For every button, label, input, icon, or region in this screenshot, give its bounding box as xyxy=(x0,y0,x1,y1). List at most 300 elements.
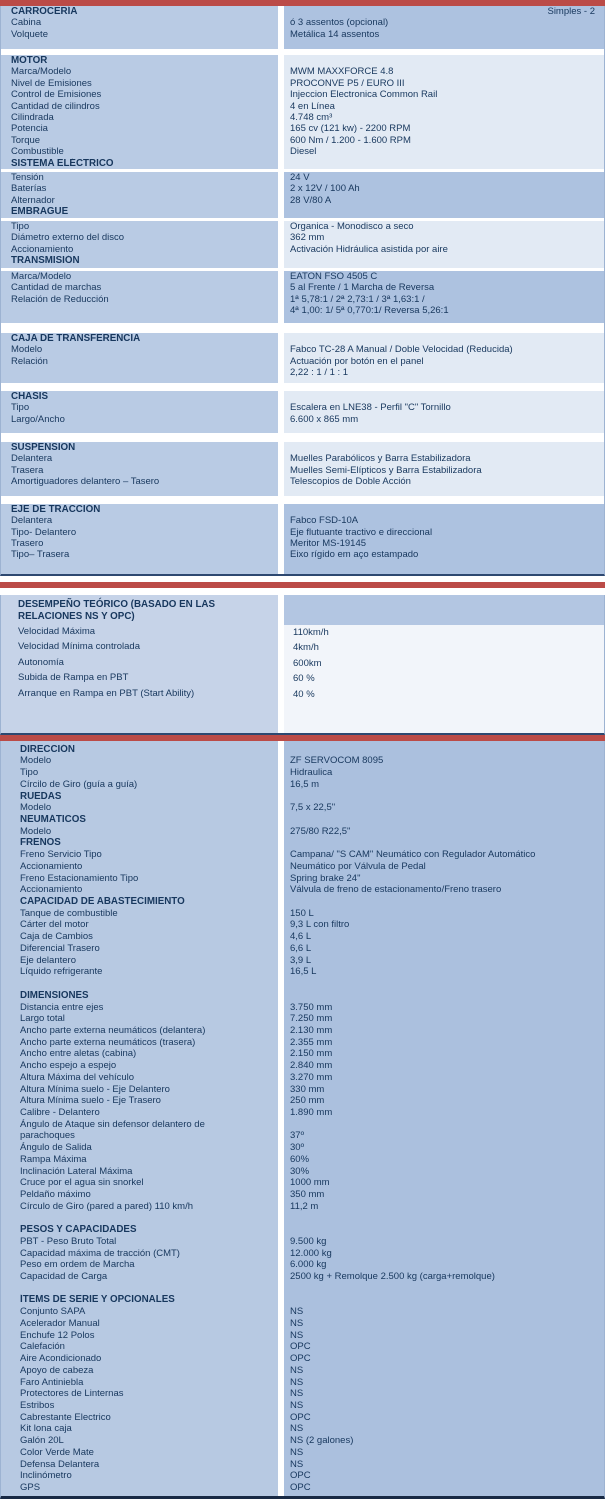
spec-label: Accionamiento xyxy=(11,243,74,255)
section-motor xyxy=(1,55,604,169)
spec-row xyxy=(1,453,604,464)
spec-label: Inclinación Lateral Máxima xyxy=(20,1165,133,1177)
section-electrico xyxy=(1,172,604,218)
spec-label: Galón 20L xyxy=(20,1435,64,1447)
spec-value: Neumático por Válvula de Pedal xyxy=(290,860,426,872)
spec-row xyxy=(1,955,604,967)
spec-row xyxy=(1,112,604,123)
spec-row xyxy=(1,244,604,255)
spec-value xyxy=(284,504,604,515)
spec-value: Eixo rígido em aço estampado xyxy=(290,549,419,561)
spec-label: CAJA DE TRANSFERENCIA xyxy=(11,332,141,344)
spec-row xyxy=(1,476,604,487)
spec-row xyxy=(1,1048,604,1060)
blank-row xyxy=(1,1212,604,1224)
spec-label: Protectores de Linternas xyxy=(20,1388,124,1400)
spec-label: ÍTEMS DE SERIE Y OPCIONALES xyxy=(20,1294,175,1306)
spec-row xyxy=(1,1447,604,1459)
spec-value: NS xyxy=(290,1458,304,1470)
spec-row xyxy=(1,549,604,560)
spec-value: Diesel xyxy=(290,146,317,158)
spec-label: Altura Máxima del vehículo xyxy=(20,1071,135,1083)
spec-value: 3.270 mm xyxy=(290,1071,333,1083)
spec-label: Control de Emisiones xyxy=(11,89,102,101)
spec-label: Kit lona caja xyxy=(20,1423,72,1435)
spec-label xyxy=(1,1283,278,1295)
spec-label: Largo total xyxy=(20,1013,65,1025)
spec-value: Muelles Parabólicos y Barra Estabilizadora xyxy=(290,453,471,465)
spec-row xyxy=(1,1400,604,1412)
spec-label: Defensa Delantera xyxy=(20,1458,100,1470)
spec-label: Diferencial Trasero xyxy=(20,942,100,954)
spec-value: 6.600 x 865 mm xyxy=(290,413,359,425)
spec-value: 9,3 L con filtro xyxy=(290,919,350,931)
spec-row xyxy=(1,755,604,767)
section-header: DESEMPEÑO TEÓRICO (BASADO EN LAS RELACIONES NS Y OPC) xyxy=(18,598,216,623)
spec-label: Cantidad de marchas xyxy=(11,282,102,294)
spec-row xyxy=(1,1318,604,1330)
spec-value xyxy=(284,978,604,990)
spec-row xyxy=(1,671,604,687)
spec-row xyxy=(1,1377,604,1389)
spec-label: Velocidad Mínima controlada xyxy=(18,641,140,653)
spec-value: 30º xyxy=(290,1142,305,1154)
spec-row xyxy=(1,1119,604,1142)
spec-value: 600km xyxy=(293,657,322,669)
spec-label: EJE DE TRACCIÓN xyxy=(11,503,101,515)
spec-value: OPC xyxy=(290,1481,311,1493)
spec-label: Trasera xyxy=(11,464,44,476)
spec-value: Injeccion Electronica Common Rail xyxy=(290,89,438,101)
blank-row xyxy=(1,978,604,990)
spec-row xyxy=(1,1259,604,1271)
spec-label: Cilindrada xyxy=(11,112,54,124)
spec-label xyxy=(1,1212,278,1224)
spec-row xyxy=(1,1013,604,1025)
spec-value: 24 V xyxy=(290,172,310,184)
spec-row xyxy=(1,232,604,243)
spec-row xyxy=(1,779,604,791)
spec-row xyxy=(1,282,604,293)
spec-value: Actuación por botón en el panel xyxy=(290,355,424,367)
spec-label: FRENOS xyxy=(20,837,61,849)
spec-value: Organica - Monodisco a seco xyxy=(290,220,414,232)
spec-value: 2 x 12V / 100 Ah xyxy=(290,183,360,195)
spec-label: Accionamiento xyxy=(20,860,83,872)
spec-label: Accionamiento xyxy=(20,884,83,896)
spec-label: Diámetro externo del disco xyxy=(11,232,124,244)
spec-row xyxy=(1,538,604,549)
spec-value: EATON FSO 4505 C xyxy=(290,270,378,282)
spec-row xyxy=(1,1470,604,1482)
spec-row xyxy=(1,1459,604,1471)
spec-value: 2.355 mm xyxy=(290,1036,333,1048)
spec-label: Ancho entre aletas (cabina) xyxy=(20,1048,137,1060)
spec-value: 4km/h xyxy=(293,642,319,654)
spec-value: 1000 mm xyxy=(290,1177,330,1189)
spec-value: 6,6 L xyxy=(290,942,312,954)
spec-label: Ancho parte externa neumáticos (trasera) xyxy=(20,1036,196,1048)
spec-row xyxy=(1,1341,604,1353)
spec-table-main xyxy=(0,6,605,576)
spec-label: Faro Antiniebla xyxy=(20,1376,84,1388)
spec-label: Distancia entre ejes xyxy=(20,1001,104,1013)
spec-value: NS (2 galones) xyxy=(290,1435,354,1447)
spec-label: Calibre - Delantero xyxy=(20,1106,100,1118)
spec-row xyxy=(1,356,604,367)
spec-row xyxy=(1,1084,604,1096)
spec-value: NS xyxy=(290,1317,304,1329)
spec-row xyxy=(1,1025,604,1037)
section-header-row xyxy=(1,791,604,803)
spec-value: Fabco FSD-10A xyxy=(290,515,359,527)
spec-value: 1.890 mm xyxy=(290,1106,333,1118)
spec-row xyxy=(1,146,604,157)
spec-row xyxy=(1,527,604,538)
spec-label: Ángulo de Ataque sin defensor delantero de parachoques xyxy=(20,1118,205,1142)
spec-label: DIMENSIONES xyxy=(20,989,89,1001)
spec-label: Tanque de combustible xyxy=(20,907,118,919)
spec-label: Tipo xyxy=(11,402,30,414)
section-header-row xyxy=(1,206,604,217)
spec-value: 2,22 : 1 / 1 : 1 xyxy=(290,366,349,378)
spec-value xyxy=(284,1294,604,1306)
spec-row xyxy=(1,414,604,425)
spec-value: Muelles Semi-Elípticos y Barra Estabilizadora xyxy=(290,464,482,476)
spec-label: Tensión xyxy=(11,172,44,184)
spec-value: 3,9 L xyxy=(290,954,312,966)
spec-label: Color Verde Mate xyxy=(20,1446,94,1458)
spec-label: Freno Servicio Tipo xyxy=(20,849,102,861)
spec-value xyxy=(284,391,604,402)
spec-value: NS xyxy=(290,1399,304,1411)
spec-value xyxy=(284,1212,604,1224)
spec-label: MOTOR xyxy=(11,55,48,66)
spec-row xyxy=(1,1412,604,1424)
spec-row xyxy=(1,966,604,978)
spec-label: Subida de Rampa en PBT xyxy=(18,672,129,684)
spec-value: 11,2 m xyxy=(290,1200,319,1212)
spec-row xyxy=(1,29,604,40)
spec-value: OPC xyxy=(290,1411,311,1423)
spec-label: Inclinómetro xyxy=(20,1470,72,1482)
spec-value: Simples - 2 xyxy=(547,6,595,17)
spec-value: OPC xyxy=(290,1353,311,1365)
spec-value: 350 mm xyxy=(290,1189,325,1200)
spec-value: NS xyxy=(290,1306,304,1318)
spec-label: GPS xyxy=(20,1481,41,1493)
spec-row xyxy=(1,135,604,146)
section-header-row xyxy=(1,55,604,66)
spec-label: Autonomía xyxy=(18,656,64,668)
spec-value: MWM MAXXFORCE 4.8 xyxy=(290,66,394,78)
spec-value xyxy=(284,837,604,849)
spec-value: 165 cv (121 kw) - 2200 RPM xyxy=(290,123,411,135)
spec-label: Cabrestante Electrico xyxy=(20,1411,111,1423)
spec-value xyxy=(284,814,604,826)
spec-row xyxy=(1,1142,604,1154)
spec-value: PROCONVE P5 / EURO III xyxy=(290,77,405,89)
spec-row xyxy=(1,123,604,134)
spec-label: Volquete xyxy=(11,28,48,40)
spec-row xyxy=(1,849,604,861)
section-header-row xyxy=(1,896,604,908)
section-header-row xyxy=(1,744,604,756)
spec-value: NS xyxy=(290,1376,304,1388)
spec-label: Aire Acondicionado xyxy=(20,1353,102,1365)
spec-row xyxy=(1,1072,604,1084)
spec-label: Altura Mínima suelo - Eje Delantero xyxy=(20,1083,170,1095)
spec-row xyxy=(1,465,604,476)
spec-label: Cruce por el agua sin snorkel xyxy=(20,1177,144,1189)
spec-label: Marca/Modelo xyxy=(11,270,72,282)
spec-label: Freno Estacionamiento Tipo xyxy=(20,872,139,884)
spec-row xyxy=(1,1365,604,1377)
section-header-row xyxy=(1,837,604,849)
spec-value: OPC xyxy=(290,1470,311,1482)
spec-label: Tipo xyxy=(11,220,30,232)
spec-label: Modelo xyxy=(20,825,52,837)
spec-label: Ángulo de Salida xyxy=(20,1142,92,1154)
spec-value: 1ª 5,78:1 / 2ª 2,73:1 / 3ª 1,63:1 / xyxy=(290,293,425,305)
spec-value xyxy=(284,55,604,66)
spec-value: NS xyxy=(290,1423,304,1435)
spec-label: Potencia xyxy=(11,123,48,135)
spec-value xyxy=(284,744,604,756)
spec-label: SISTEMA ELÉCTRICO xyxy=(11,157,114,169)
spec-value: 110km/h xyxy=(293,626,329,638)
spec-label: Caja de Cambios xyxy=(20,931,93,943)
section-header-row xyxy=(1,814,604,826)
spec-value: Activación Hidráulica asistida por aire xyxy=(290,243,448,255)
spec-label: CAPACIDAD DE ABASTECIMIENTO xyxy=(20,896,185,908)
spec-value xyxy=(284,158,604,169)
spec-value xyxy=(284,1224,604,1236)
spec-row xyxy=(1,101,604,112)
spec-row xyxy=(1,294,604,305)
spec-value: NS xyxy=(290,1364,304,1376)
spec-value: NS xyxy=(290,1388,304,1400)
spec-value: Meritor MS-19145 xyxy=(290,537,367,549)
spec-row xyxy=(1,802,604,814)
section-eje xyxy=(1,504,604,574)
spec-value: 40 % xyxy=(293,688,315,700)
spec-row xyxy=(1,767,604,779)
spec-value xyxy=(284,990,604,1002)
spec-row xyxy=(1,221,604,232)
section-header-row xyxy=(1,6,604,17)
spec-value: 28 V/80 A xyxy=(290,194,332,206)
performance-rows xyxy=(1,625,604,733)
spec-label: CHASIS xyxy=(11,390,49,402)
spec-row xyxy=(1,1060,604,1072)
spec-label: Modelo xyxy=(11,344,43,356)
spec-label: Modelo xyxy=(20,802,52,814)
spec-row xyxy=(1,687,604,703)
section-header-row xyxy=(1,255,604,266)
blank-row xyxy=(1,1283,604,1295)
spec-row xyxy=(1,826,604,838)
spec-row xyxy=(1,884,604,896)
spec-value: Campana/ "S CAM" Neumático con Regulador Automático xyxy=(290,849,536,861)
spec-row xyxy=(1,1353,604,1365)
spec-row xyxy=(1,1435,604,1447)
spec-value: OPC xyxy=(290,1341,311,1353)
spec-label xyxy=(1,367,278,378)
spec-value xyxy=(284,333,604,344)
spec-value: 5 al Frente / 1 Marcha de Reversa xyxy=(290,282,435,294)
section-embrague xyxy=(1,221,604,268)
spec-value: NS xyxy=(290,1329,304,1341)
spec-row xyxy=(1,943,604,955)
section-header-row xyxy=(1,504,604,515)
spec-label: Enchufe 12 Polos xyxy=(20,1329,95,1341)
spec-label: Velocidad Máxima xyxy=(18,625,96,637)
spec-row xyxy=(1,172,604,183)
spec-value xyxy=(284,896,604,908)
spec-label: Acelerador Manual xyxy=(20,1317,100,1329)
spec-row xyxy=(1,195,604,206)
spec-value: NS xyxy=(290,1446,304,1458)
spec-label: Rampa Máxima xyxy=(20,1153,87,1165)
spec-label: Capacidad de Carga xyxy=(20,1271,108,1283)
section-transferencia xyxy=(1,333,604,383)
spec-label: Conjunto SAPA xyxy=(20,1306,86,1318)
section-suspension xyxy=(1,442,604,496)
spec-label: NEUMÁTICOS xyxy=(20,814,86,825)
spec-value: 330 mm xyxy=(290,1083,325,1095)
spec-value: 2.840 mm xyxy=(290,1060,333,1072)
spec-label: Estribos xyxy=(20,1399,55,1411)
spec-row xyxy=(1,271,604,282)
spec-label: Peso em ordem de Marcha xyxy=(20,1259,135,1271)
spec-value: Metálica 14 assentos xyxy=(290,28,380,40)
spec-value: 2500 kg + Remolque 2.500 kg (carga+remolque) xyxy=(290,1271,495,1283)
spec-row xyxy=(1,1154,604,1166)
section-transmision xyxy=(1,271,604,323)
spec-label: Alternador xyxy=(11,194,55,206)
spec-label: TRANSMISIÓN xyxy=(11,254,80,266)
spec-row xyxy=(1,183,604,194)
spec-value: 60% xyxy=(290,1153,310,1165)
section-header-row xyxy=(1,1224,604,1236)
spec-label: Delantera xyxy=(11,515,53,527)
spec-value: 4ª 1,00: 1/ 5ª 0,770:1/ Reversa 5,26:1 xyxy=(290,304,449,316)
spec-value: 250 mm xyxy=(290,1095,325,1107)
spec-label: PBT - Peso Bruto Total xyxy=(20,1235,117,1247)
spec-label: Líquido refrigerante xyxy=(20,966,103,978)
spec-value: 16,5 L xyxy=(290,966,317,978)
spec-label: Eje delantero xyxy=(20,954,76,966)
spec-row xyxy=(1,1095,604,1107)
spec-row xyxy=(1,89,604,100)
spec-label: Calefación xyxy=(20,1341,65,1353)
spec-value: 2.150 mm xyxy=(290,1048,333,1060)
spec-value: 60 % xyxy=(293,673,315,685)
spec-value: 275/80 R22,5" xyxy=(290,825,351,837)
spec-table-secondary xyxy=(0,741,605,1499)
spec-value: 6.000 kg xyxy=(290,1259,327,1271)
spec-value: 4.748 cm³ xyxy=(290,112,333,124)
spec-value xyxy=(284,255,604,266)
spec-label: Trasero xyxy=(11,537,44,549)
spec-value xyxy=(284,1283,604,1295)
spec-value: 9.500 kg xyxy=(290,1235,327,1247)
spec-value: Spring brake 24" xyxy=(290,872,361,884)
spec-value: 362 mm xyxy=(290,232,325,244)
spec-row xyxy=(1,861,604,873)
spec-row xyxy=(1,1002,604,1014)
spec-row xyxy=(1,1423,604,1435)
spec-row xyxy=(1,66,604,77)
section-header-row xyxy=(1,391,604,402)
spec-value xyxy=(284,442,604,453)
spec-label: Combustible xyxy=(11,146,64,158)
spec-label xyxy=(1,978,278,990)
spec-value: 4 en Línea xyxy=(290,100,335,112)
spec-value xyxy=(284,791,604,803)
table-row xyxy=(1,595,604,624)
spec-label: Círcilo de Giro (guía a guía) xyxy=(20,778,138,790)
spec-value: 37º xyxy=(290,1130,305,1142)
spec-label: DIRECCIÓN xyxy=(20,743,75,755)
spec-row xyxy=(1,402,604,413)
section-header-row xyxy=(1,990,604,1002)
spec-label: Ancho parte externa neumáticos (delantera) xyxy=(20,1024,206,1036)
spec-value: Escalera en LNE38 - Perfil "C" Tornillo xyxy=(290,402,451,414)
spec-value: Eje flutuante tractivo e direccional xyxy=(290,526,433,538)
spec-row xyxy=(1,1482,604,1494)
spec-label xyxy=(1,305,278,316)
spec-label: Tipo xyxy=(20,767,39,779)
spec-row xyxy=(1,919,604,931)
spec-label: SUSPENSION xyxy=(11,441,76,453)
spec-label: Largo/Ancho xyxy=(11,413,65,425)
spec-label: Nivel de Emisiones xyxy=(11,77,92,89)
spec-row xyxy=(1,1201,604,1213)
spec-label: Amortiguadores delantero – Tasero xyxy=(11,475,160,487)
spec-label: Cantidad de cilindros xyxy=(11,100,100,112)
section-header-row xyxy=(1,1294,604,1306)
spec-label: Ancho espejo a espejo xyxy=(20,1060,117,1072)
spec-label: Cabina xyxy=(11,17,42,29)
spec-label: Círculo de Giro (pared a pared) 110 km/h xyxy=(20,1200,194,1212)
spec-row xyxy=(1,1236,604,1248)
spec-label: Tipo- Delantero xyxy=(11,526,77,538)
performance-table xyxy=(0,595,605,735)
spec-value: 4,6 L xyxy=(290,931,312,943)
spec-value: 12.000 kg xyxy=(290,1247,332,1259)
spec-label: PESOS Y CAPACIDADES xyxy=(20,1224,137,1236)
spec-row xyxy=(1,908,604,920)
spec-label: Arranque en Rampa en PBT (Start Ability) xyxy=(18,687,195,699)
spec-row xyxy=(1,344,604,355)
spec-value: 150 L xyxy=(290,907,314,919)
spec-value: Telescopios de Doble Acción xyxy=(290,475,411,487)
section-header-row xyxy=(1,442,604,453)
section-header-row xyxy=(1,158,604,169)
spec-label: Cárter del motor xyxy=(20,919,89,931)
spec-row xyxy=(1,367,604,378)
spec-value: 7.250 mm xyxy=(290,1013,333,1025)
spec-label: Capacidad máxima de tracción (CMT) xyxy=(20,1247,180,1259)
spec-label: Torque xyxy=(11,134,41,146)
spec-label: Tipo– Trasera xyxy=(11,549,70,561)
spec-value: ZF SERVOCOM 8095 xyxy=(290,755,384,767)
spec-row xyxy=(1,1177,604,1189)
spec-label: Relación de Reducción xyxy=(11,293,109,305)
spec-value: 600 Nm / 1.200 - 1.600 RPM xyxy=(290,134,411,146)
